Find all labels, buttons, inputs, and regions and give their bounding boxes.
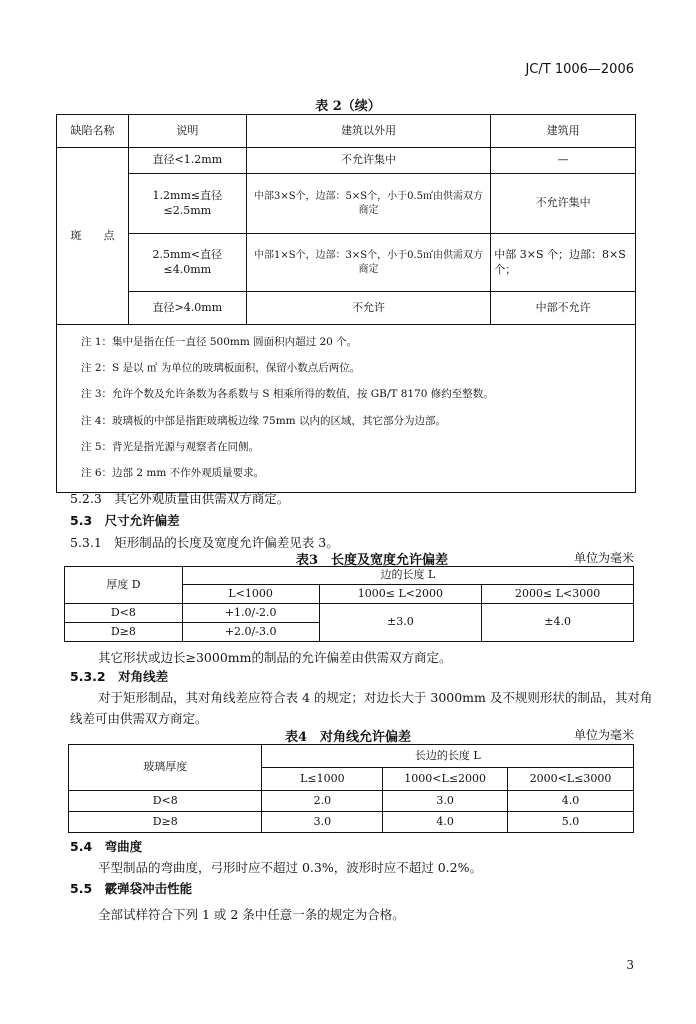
table2-row-desc: 1.2mm≤直径≤2.5mm xyxy=(128,174,246,234)
table2-header-non-building: 建筑以外用 xyxy=(246,115,490,148)
table4-row-value: 5.0 xyxy=(508,812,634,833)
section-5-5-heading: 5.5 霰弹袋冲击性能 xyxy=(70,881,193,896)
table2-row-desc: 直径<1.2mm xyxy=(128,148,246,174)
page-number: 3 xyxy=(626,958,634,972)
para-5-4: 平型制品的弯曲度，弓形时应不超过 0.3%，波形时应不超过 0.2%。 xyxy=(98,860,482,875)
para-5-3-2-line1: 对于矩形制品，其对角线差应符合表 4 的规定；对边长大于 3000mm 及不规则形状的制品，其对角 xyxy=(98,690,653,705)
table2 xyxy=(56,114,636,493)
table3-col-header: 1000≤ L<2000 xyxy=(319,585,482,604)
table4-col-header: 1000<L≤2000 xyxy=(383,768,508,791)
table4-row-thickness: D<8 xyxy=(69,791,262,812)
table4-row-thickness: D≥8 xyxy=(69,812,262,833)
table3-merged-value: ±3.0 xyxy=(319,604,482,642)
table2-row-building: 不允许集中 xyxy=(491,174,636,234)
table3-thickness-header: 厚度 D xyxy=(65,567,183,604)
table2-note: 注 4：玻璃板的中部是指距玻璃板边缘 75mm 以内的区域，其它部分为边部。 xyxy=(81,414,446,427)
table3-merged-value: ±4.0 xyxy=(482,604,634,642)
table2-row-desc: 直径>4.0mm xyxy=(128,292,246,325)
table2-row-building: 中部不允许 xyxy=(491,292,636,325)
table2-row-non-building: 中部1×S个，边部：3×S个，小于0.5㎡由供需双方商定 xyxy=(246,234,490,292)
table3-col-header: L<1000 xyxy=(182,585,319,604)
table3-row-thickness: D<8 xyxy=(65,604,183,623)
table4-caption: 表4 对角线允许偏差 xyxy=(285,730,412,745)
table4-col-header: 2000<L≤3000 xyxy=(508,768,634,791)
table2-header-building: 建筑用 xyxy=(491,115,636,148)
table4-row-value: 2.0 xyxy=(262,791,383,812)
table2-note: 注 3：允许个数及允许条数为各系数与 S 相乘所得的数值，按 GB/T 8170 修约至整数。 xyxy=(81,388,494,401)
section-5-3-2-heading: 5.3.2 对角线差 xyxy=(70,669,169,684)
table2-row-desc: 2.5mm<直径≤4.0mm xyxy=(128,234,246,292)
table2-row-non-building: 不允许集中 xyxy=(246,148,490,174)
table4-thickness-header: 玻璃厚度 xyxy=(69,745,262,791)
doc-code-header: JC/T 1006—2006 xyxy=(525,62,634,77)
para-5-3-2-line2: 线差可由供需双方商定。 xyxy=(70,711,208,726)
table4-row-value: 4.0 xyxy=(383,812,508,833)
table2-header-defect: 缺陷名称 xyxy=(57,115,129,148)
table2-note: 注 5：背光是指光源与观察者在同侧。 xyxy=(81,440,260,453)
table3-row-thickness: D≥8 xyxy=(65,623,183,642)
table3-row-value: +1.0/-2.0 xyxy=(182,604,319,623)
table3-col-header: 2000≤ L<3000 xyxy=(482,585,634,604)
section-5-3-heading: 5.3 尺寸允许偏差 xyxy=(70,513,180,528)
section-5-4-heading: 5.4 弯曲度 xyxy=(70,839,143,854)
table2-row-non-building: 中部3×S个，边部：5×S个，小于0.5㎡由供需双方商定 xyxy=(246,174,490,234)
table4 xyxy=(68,744,634,833)
table3-after-note: 其它形状或边长≥3000mm的制品的允许偏差由供需双方商定。 xyxy=(98,650,452,665)
table3-unit: 单位为毫米 xyxy=(573,551,634,565)
table2-note: 注 1：集中是指在任一直径 500mm 圆面积内超过 20 个。 xyxy=(81,336,358,348)
table2-note: 注 2：S 是以 ㎡ 为单位的玻璃板面积，保留小数点后两位。 xyxy=(81,362,361,375)
table4-row-value: 3.0 xyxy=(262,812,383,833)
table2-row-non-building: 不允许 xyxy=(246,292,490,325)
table3-group-header: 边的长度 L xyxy=(182,567,633,585)
section-5-3-1: 5.3.1 矩形制品的长度及宽度允许偏差见表 3。 xyxy=(70,535,339,550)
table2-caption: 表 2（续） xyxy=(315,99,381,114)
table2-header-desc: 说明 xyxy=(128,115,246,148)
table4-group-header: 长边的长度 L xyxy=(262,745,634,768)
table4-unit: 单位为毫米 xyxy=(573,728,634,742)
section-5-2-3: 5.2.3 其它外观质量由供需双方商定。 xyxy=(70,491,290,506)
table3-row-value: +2.0/-3.0 xyxy=(182,623,319,642)
table3 xyxy=(64,566,634,642)
table4-col-header: L≤1000 xyxy=(262,768,383,791)
table4-row-value: 4.0 xyxy=(508,791,634,812)
table3-caption: 表3 长度及宽度允许偏差 xyxy=(296,553,449,568)
table4-row-value: 3.0 xyxy=(383,791,508,812)
para-5-5: 全部试样符合下列 1 或 2 条中任意一条的规定为合格。 xyxy=(98,907,405,922)
table2-notes xyxy=(57,325,636,493)
table2-row-building: 中部 3×S 个；边部：8×S 个； xyxy=(491,234,636,292)
table2-row-building: — xyxy=(491,148,636,174)
table2-defect-name: 斑 点 xyxy=(57,148,129,325)
table2-note: 注 6：边部 2 mm 不作外观质量要求。 xyxy=(81,466,265,479)
